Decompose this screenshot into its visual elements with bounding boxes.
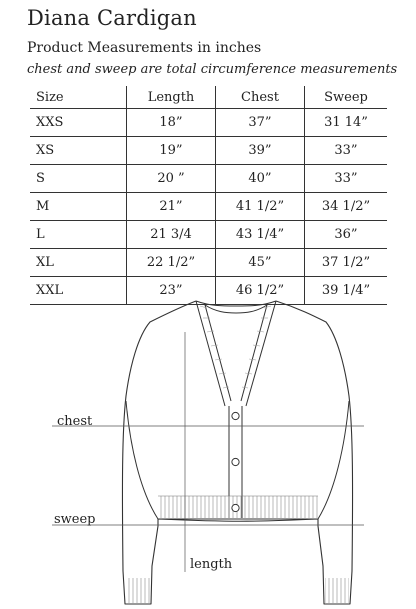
length-label: length — [190, 557, 233, 572]
shoulder-seam-right — [318, 401, 349, 519]
cell-length: 22 1/2” — [127, 249, 216, 277]
header-sweep: Sweep — [305, 86, 388, 109]
cell-chest: 37” — [216, 109, 305, 137]
button — [232, 504, 239, 511]
cell-size: XS — [30, 137, 127, 165]
cell-length: 19” — [127, 137, 216, 165]
table-header-row — [30, 86, 387, 109]
cell-chest: 39” — [216, 137, 305, 165]
header-chest: Chest — [216, 86, 305, 109]
cuff-ribbing-left — [126, 578, 150, 603]
cell-sweep: 34 1/2” — [305, 193, 388, 221]
cell-sweep: 37 1/2” — [305, 249, 388, 277]
table-row — [30, 109, 387, 137]
cell-size: XXL — [30, 277, 127, 305]
cell-length: 18” — [127, 109, 216, 137]
table-row — [30, 249, 387, 277]
cell-sweep: 39 1/4” — [305, 277, 388, 305]
cell-chest: 46 1/2” — [216, 277, 305, 305]
cell-length: 20 ” — [127, 165, 216, 193]
table-row — [30, 221, 387, 249]
cell-sweep: 33” — [305, 137, 388, 165]
cell-size: L — [30, 221, 127, 249]
page-subtitle: Product Measurements in inches — [27, 40, 262, 56]
cardigan-outline — [122, 301, 352, 604]
cell-size: S — [30, 165, 127, 193]
cuff-ribbing-right — [325, 578, 349, 603]
cell-chest: 40” — [216, 165, 305, 193]
cell-chest: 43 1/4” — [216, 221, 305, 249]
cell-length: 23” — [127, 277, 216, 305]
cell-length: 21 3/4 — [127, 221, 216, 249]
cell-sweep: 31 14” — [305, 109, 388, 137]
button — [232, 458, 239, 465]
collar-band — [196, 301, 276, 518]
chest-label: chest — [57, 414, 93, 429]
cell-size: M — [30, 193, 127, 221]
cell-size: XXS — [30, 109, 127, 137]
table-row — [30, 165, 387, 193]
header-length: Length — [127, 86, 216, 109]
header-size: Size — [36, 89, 64, 105]
cell-sweep: 33” — [305, 165, 388, 193]
cell-size: XL — [30, 249, 127, 277]
cell-chest: 41 1/2” — [216, 193, 305, 221]
button — [232, 412, 239, 419]
collar-ribbing — [200, 306, 271, 388]
table-row — [30, 193, 387, 221]
cell-length: 21” — [127, 193, 216, 221]
table-row — [30, 137, 387, 165]
sweep-label: sweep — [54, 512, 96, 527]
shoulder-seam-left — [126, 401, 158, 519]
page-title: Diana Cardigan — [27, 6, 197, 30]
size-table — [30, 86, 387, 305]
cell-chest: 45” — [216, 249, 305, 277]
cell-sweep: 36” — [305, 221, 388, 249]
measurement-note: chest and sweep are total circumference measurements — [27, 62, 398, 77]
